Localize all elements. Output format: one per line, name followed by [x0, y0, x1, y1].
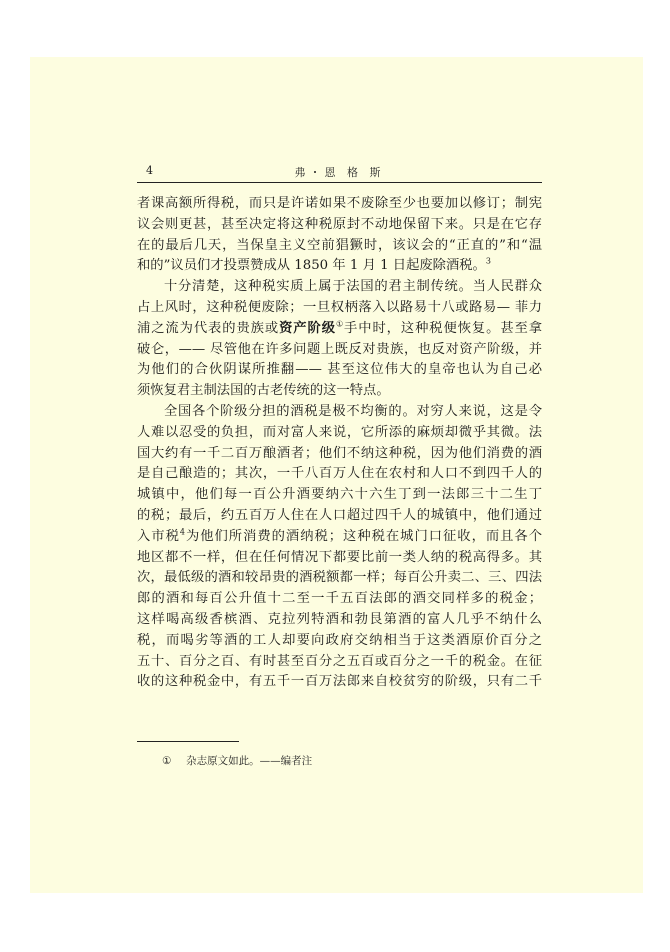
text-line: 国大约有一千二百万酿酒者；他们不纳这种税，因为他们消费的酒: [137, 445, 542, 461]
page-header: [137, 164, 542, 183]
body-text: [137, 194, 542, 693]
text-run: 为他们所消费的酒纳税；这种税在城门口征收，而且各个: [184, 528, 542, 544]
text-line: 次，最低级的酒和较昂贵的酒税额都一样；每百公升卖二、三、四法: [137, 570, 542, 586]
text-line: 是自己酿造的；其次，一千八百万人住在农村和人口不到四千人的: [137, 466, 542, 482]
text-run: 入市税: [137, 528, 180, 544]
footnote-marker[interactable]: ①: [335, 319, 345, 329]
text-line: 者课高额所得税，而只是许诺如果不废除至少也要加以修订；制宪: [137, 196, 542, 211]
note-marker[interactable]: 4: [179, 527, 185, 537]
text-line: 在的最后几天，当保皇主义空前猖獗时，该议会的“正直的”和“温: [137, 237, 542, 253]
text-line: 破仑，—— 尽管他在许多问题上既反对贵族，也反对资产阶级，并: [137, 341, 542, 357]
paragraph-3: [137, 402, 542, 693]
running-title: 弗・恩 格 斯: [294, 166, 385, 179]
text-line: 的税；最后，约五百万人住在人口超过四千人的城镇中，他们通过: [137, 507, 542, 523]
text-line: 收的这种税金中，有五千一百万法郎来自校贫穷的阶级，只有二千: [137, 674, 542, 690]
text-line: [137, 319, 542, 340]
text-line: 郎的酒和每百公升值十二至一千五百法郎的酒交同样多的税金；: [137, 591, 542, 607]
text-line: 十分清楚，这种税实质上属于法国的君主制传统。当人民群众: [164, 279, 542, 295]
page-number: 4: [146, 164, 153, 177]
footnote-text: 杂志原文如此。——编者注: [186, 755, 313, 767]
text-line: 地区都不一样，但在任何情况下都要比前一类人纳的税高得多。其: [137, 549, 542, 565]
paragraph-2: [137, 277, 542, 402]
footnote: [162, 753, 312, 768]
text-line: 城镇中，他们每一百公升酒要纳六十六生丁到一法郎三十二生丁: [137, 487, 542, 503]
note-marker[interactable]: 3: [485, 256, 491, 266]
text-run: 浦之流为代表的贵族或: [137, 320, 280, 336]
text-line: [137, 527, 542, 548]
text-line: 人难以忍受的负担，而对富人来说，它所添的麻烦却微乎其微。法: [137, 424, 542, 440]
text-line: 议会则更甚，甚至决定将这种税原封不动地保留下来。只是在它存: [137, 216, 542, 232]
text-line: 须恢复君主制法国的古老传统的这一特点。: [137, 383, 390, 399]
text-line: 为他们的合伙阴谋所推翻—— 甚至这位伟大的皇帝也认为自己必: [137, 362, 542, 378]
text-line: 税，而喝劣等酒的工人却要向政府交纳相当于这类酒原价百分之: [137, 632, 542, 648]
emphasis-term: 资产阶级: [279, 320, 336, 336]
text-line: 占上风时，这种税便废除；一旦权柄落入以路易十八或路易— 菲力: [137, 299, 542, 315]
paragraph-1: [137, 194, 542, 277]
text-line: [137, 256, 542, 277]
footnote-rule: [137, 741, 239, 742]
text-line: 五十、百分之百、有时甚至百分之五百或百分之一千的税金。在征: [137, 653, 542, 669]
text-run: 手中时，这种税便恢复。甚至拿: [344, 320, 542, 336]
text-run: 和的”议员们才投票赞成从 1850 年 1 月 1 日起废除酒税。: [137, 258, 486, 274]
footnote-marker: ①: [162, 755, 172, 767]
text-line: 全国各个阶级分担的酒税是极不均衡的。对穷人来说，这是令: [164, 403, 542, 419]
text-line: 这样喝高级香槟酒、克拉列特酒和勃艮第酒的富人几乎不纳什么: [137, 611, 542, 627]
